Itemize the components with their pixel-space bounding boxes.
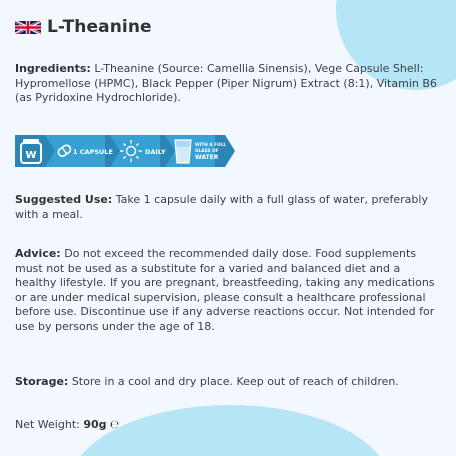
storage-text: Store in a cool and dry place. Keep out of reach of children.: [71, 375, 399, 388]
advice-text: Do not exceed the recommended daily dose. Food supplements must not be used as a substitute for a varied and balanced diet and a healthy lifestyle. If you are pregnant, breastfeeding, taking any medications or are under medical supervision, please consult a healthcare professional before use. Discontinue use if any adverse reactions occur. Not intended for use by persons under the age of 18.: [15, 247, 435, 333]
uk-flag-icon: [15, 19, 41, 36]
net-weight-value: 90g: [83, 418, 107, 431]
ingredients-section: [15, 62, 445, 106]
suggested-use-label: Suggested Use:: [15, 193, 113, 206]
suggested-use-text: Take 1 capsule daily with a full glass of water, preferably with a meal.: [15, 193, 428, 221]
net-weight-label: Net Weight:: [15, 418, 80, 431]
water-label-line-1: WITH A FULL: [195, 143, 227, 148]
estimated-sign-icon: ℮: [110, 418, 120, 431]
water-label-line-2: GLASS OF: [195, 149, 219, 154]
ingredients-label: Ingredients:: [15, 62, 91, 75]
water-label-line-3: WATER: [195, 154, 219, 161]
svg-text:W: W: [25, 150, 37, 161]
dosage-banner: [15, 133, 235, 169]
suggested-use-section: [15, 193, 445, 222]
daily-label: DAILY: [145, 148, 166, 156]
advice-section: [15, 247, 445, 335]
page-title: L-Theanine: [47, 17, 152, 37]
water-glass-icon: [175, 140, 191, 163]
storage-label: Storage:: [15, 375, 69, 388]
ingredients-text: L-Theanine (Source: Camellia Sinensis), Vege Capsule Shell: Hypromellose (HPMC), Black Pepper (Piper Nigrum) Extract (8:1), Vitamin B6 (as Pyridoxine Hydrochloride).: [15, 62, 437, 105]
advice-label: Advice:: [15, 247, 61, 260]
product-header: [15, 17, 152, 37]
storage-section: [15, 375, 445, 390]
net-weight-section: [15, 418, 445, 433]
capsule-label: 1 CAPSULE: [73, 148, 113, 156]
